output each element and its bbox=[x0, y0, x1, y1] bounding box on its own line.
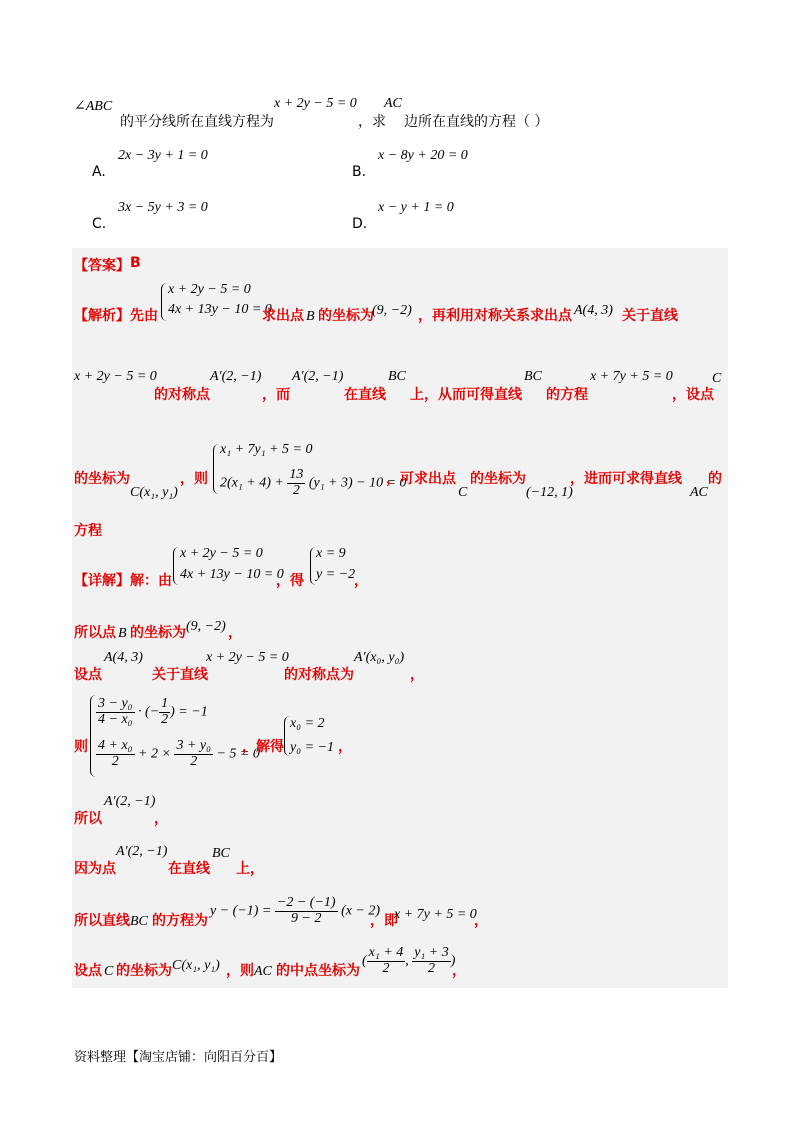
system5-eq-a: $\frac{\text{3 − y₀}}{\text{4 − x₀}}$ · (− $\frac{1}{2}$ ) = −1 bbox=[98, 696, 208, 727]
analysis-t7: 在直线 bbox=[344, 387, 386, 403]
analysis-t13: ，可求出点 bbox=[386, 471, 456, 487]
analysis-t10: ，设点 bbox=[672, 387, 714, 403]
option-a-label: A. bbox=[92, 164, 106, 180]
detail-l2-b: 的坐标为 bbox=[130, 625, 186, 641]
angle-abc: ∠ABC bbox=[74, 99, 113, 114]
detail-a-prime-2: A′(2, −1) bbox=[104, 794, 156, 809]
analysis-t6: ，而 bbox=[262, 387, 290, 403]
analysis-t9: 的方程 bbox=[546, 387, 588, 403]
footer-text: 资料整理【淘宝店铺：向阳百分百】 bbox=[74, 1050, 283, 1065]
line-bc-2: BC bbox=[524, 369, 542, 384]
detail-l1-a: 解：由 bbox=[130, 573, 172, 589]
analysis-t14: 的坐标为 bbox=[470, 471, 526, 487]
analysis-t8: 上，从而可得直线 bbox=[410, 387, 522, 403]
midpoint-ac: ( $\frac{\text{x₁ + 4}}{2}$ , $\frac{\text{y₁ + 3}}{2}$ ) bbox=[362, 945, 456, 976]
detail-point-a: A(4, 3) bbox=[104, 650, 143, 665]
detail-l8-e: ， bbox=[452, 963, 466, 979]
analysis-t16: 的 bbox=[708, 471, 722, 487]
detail-l2-c: ， bbox=[228, 625, 242, 641]
analysis-t3: ，再利用对称关系求出点 bbox=[418, 308, 572, 324]
detail-l8-a: 设点 bbox=[74, 963, 102, 979]
system2-eq-b: 2(x₁ + 4) + $\frac{13}{2}$ (y₁ + 3) − 10 = 0 bbox=[220, 467, 407, 498]
bc-equation: x + 7y + 5 = 0 bbox=[590, 369, 673, 384]
detail-a-prime: A′(x₀, y₀) bbox=[354, 650, 405, 665]
detail-l7-d: ， bbox=[474, 913, 488, 929]
detail-bc-result: x + 7y + 5 = 0 bbox=[394, 907, 477, 922]
analysis-tag: 【解析】 bbox=[74, 308, 130, 324]
point-c: C bbox=[712, 371, 722, 386]
detail-l7-a: 所以直线 bbox=[74, 913, 130, 929]
system3-eq-b: 4x + 13y − 10 = 0 bbox=[180, 567, 284, 582]
detail-l7-c: ，即 bbox=[370, 913, 398, 929]
system3-eq-a: x + 2y − 5 = 0 bbox=[180, 546, 263, 561]
option-c-label: C. bbox=[92, 216, 107, 232]
system4-eq-a: x = 9 bbox=[316, 546, 346, 561]
c-coordinate: (−12, 1) bbox=[526, 485, 573, 500]
a-prime-2: A′(2, −1) bbox=[292, 369, 344, 384]
detail-l4-b: ，解得 bbox=[242, 739, 284, 755]
analysis-t5: 的对称点 bbox=[154, 387, 210, 403]
detail-l1-b: ，得 bbox=[276, 573, 304, 589]
analysis-t11: 的坐标为 bbox=[74, 471, 130, 487]
system-brace bbox=[173, 547, 180, 585]
system-brace bbox=[161, 283, 168, 321]
detail-l7-b: 的方程为 bbox=[152, 913, 208, 929]
detail-l3-a: 设点 bbox=[74, 667, 102, 683]
option-a-equation: 2x − 3y + 1 = 0 bbox=[118, 148, 208, 163]
system6-eq-b: y₀ = −1 bbox=[290, 740, 334, 755]
detail-c-xy: C(x₁, y₁) bbox=[172, 958, 220, 973]
line-bc-1: BC bbox=[388, 369, 406, 384]
option-c-equation: 3x − 5y + 3 = 0 bbox=[118, 200, 208, 215]
detail-l3-c: 的对称点为 bbox=[284, 667, 354, 683]
detail-l1-c: ， bbox=[354, 573, 368, 589]
analysis-t12: ，则 bbox=[180, 471, 208, 487]
analysis-t17: 方程 bbox=[74, 523, 102, 539]
option-b-label: B. bbox=[352, 164, 367, 180]
detail-l8-c: ，则 bbox=[226, 963, 254, 979]
detail-l3-b: 关于直线 bbox=[152, 667, 208, 683]
system1-eq-b: 4x + 13y − 10 = 0 bbox=[168, 302, 272, 317]
analysis-t4: 关于直线 bbox=[622, 308, 678, 324]
question-text-1: 的平分线所在直线方程为 bbox=[120, 114, 274, 130]
a-prime-1: A′(2, −1) bbox=[210, 369, 262, 384]
detail-l5-b: ， bbox=[154, 811, 168, 827]
question-text-3: 边所在直线的方程（ ） bbox=[404, 114, 549, 130]
bc-slope-equation: y − (−1) = $\frac{-2 - (-1)}{9 - 2}$ (x − 2) bbox=[210, 895, 381, 926]
system5-eq-b: $\frac{\text{4 + x₀}}{2}$ + 2 × $\frac{\text{3 + y₀}}{2}$ − 5 = 0 bbox=[98, 738, 260, 769]
detail-point-b: B bbox=[118, 626, 127, 641]
system1-eq-a: x + 2y − 5 = 0 bbox=[168, 282, 251, 297]
detail-l8-b: 的坐标为 bbox=[116, 963, 172, 979]
detail-b-coordinate: (9, −2) bbox=[186, 619, 226, 634]
point-b: B bbox=[306, 309, 315, 324]
b-coordinate: (9, −2) bbox=[372, 303, 412, 318]
system-brace bbox=[213, 444, 220, 494]
detail-tag: 【详解】 bbox=[74, 573, 130, 589]
answer-value: B bbox=[130, 255, 141, 271]
detail-point-c: C bbox=[104, 964, 114, 979]
detail-line-bc: BC bbox=[212, 846, 230, 861]
detail-l2-a: 所以点 bbox=[74, 625, 116, 641]
point-a43: A(4, 3) bbox=[574, 303, 613, 318]
analysis-t2: 的坐标为 bbox=[318, 308, 374, 324]
system2-eq-a: x₁ + 7y₁ + 5 = 0 bbox=[220, 442, 313, 457]
line-ac: AC bbox=[690, 485, 708, 500]
answer-tag: 【答案】 bbox=[74, 258, 130, 274]
detail-line-bc-2: BC bbox=[130, 914, 148, 929]
bisector-equation: x + 2y − 5 = 0 bbox=[274, 96, 357, 111]
detail-l6-a: 因为点 bbox=[74, 861, 116, 877]
analysis-t1: 求出点 bbox=[262, 308, 304, 324]
option-b-equation: x − 8y + 20 = 0 bbox=[378, 148, 468, 163]
detail-l6-b: 在直线 bbox=[168, 861, 210, 877]
detail-line-eq: x + 2y − 5 = 0 bbox=[206, 650, 289, 665]
detail-l4-a: 则 bbox=[74, 739, 88, 755]
analysis-text-first: 先由 bbox=[130, 308, 158, 324]
question-text-2: ，求 bbox=[358, 114, 386, 130]
line-equation: x + 2y − 5 = 0 bbox=[74, 369, 157, 384]
analysis-t15: ，进而可求得直线 bbox=[570, 471, 682, 487]
side-ac: AC bbox=[384, 96, 402, 111]
point-c-2: C bbox=[458, 485, 468, 500]
system6-eq-a: x₀ = 2 bbox=[290, 716, 325, 731]
c-xy: C(x₁, y₁) bbox=[130, 485, 178, 500]
option-d-equation: x − y + 1 = 0 bbox=[378, 200, 454, 215]
detail-l8-d: 的中点坐标为 bbox=[276, 963, 360, 979]
detail-a-prime-3: A′(2, −1) bbox=[116, 844, 168, 859]
detail-l6-c: 上， bbox=[236, 861, 264, 877]
system4-eq-b: y = −2 bbox=[316, 567, 356, 582]
detail-l4-c: ， bbox=[338, 739, 352, 755]
detail-l5-a: 所以 bbox=[74, 811, 102, 827]
detail-l3-d: ， bbox=[410, 667, 424, 683]
option-d-label: D. bbox=[352, 216, 368, 232]
detail-line-ac: AC bbox=[254, 964, 272, 979]
